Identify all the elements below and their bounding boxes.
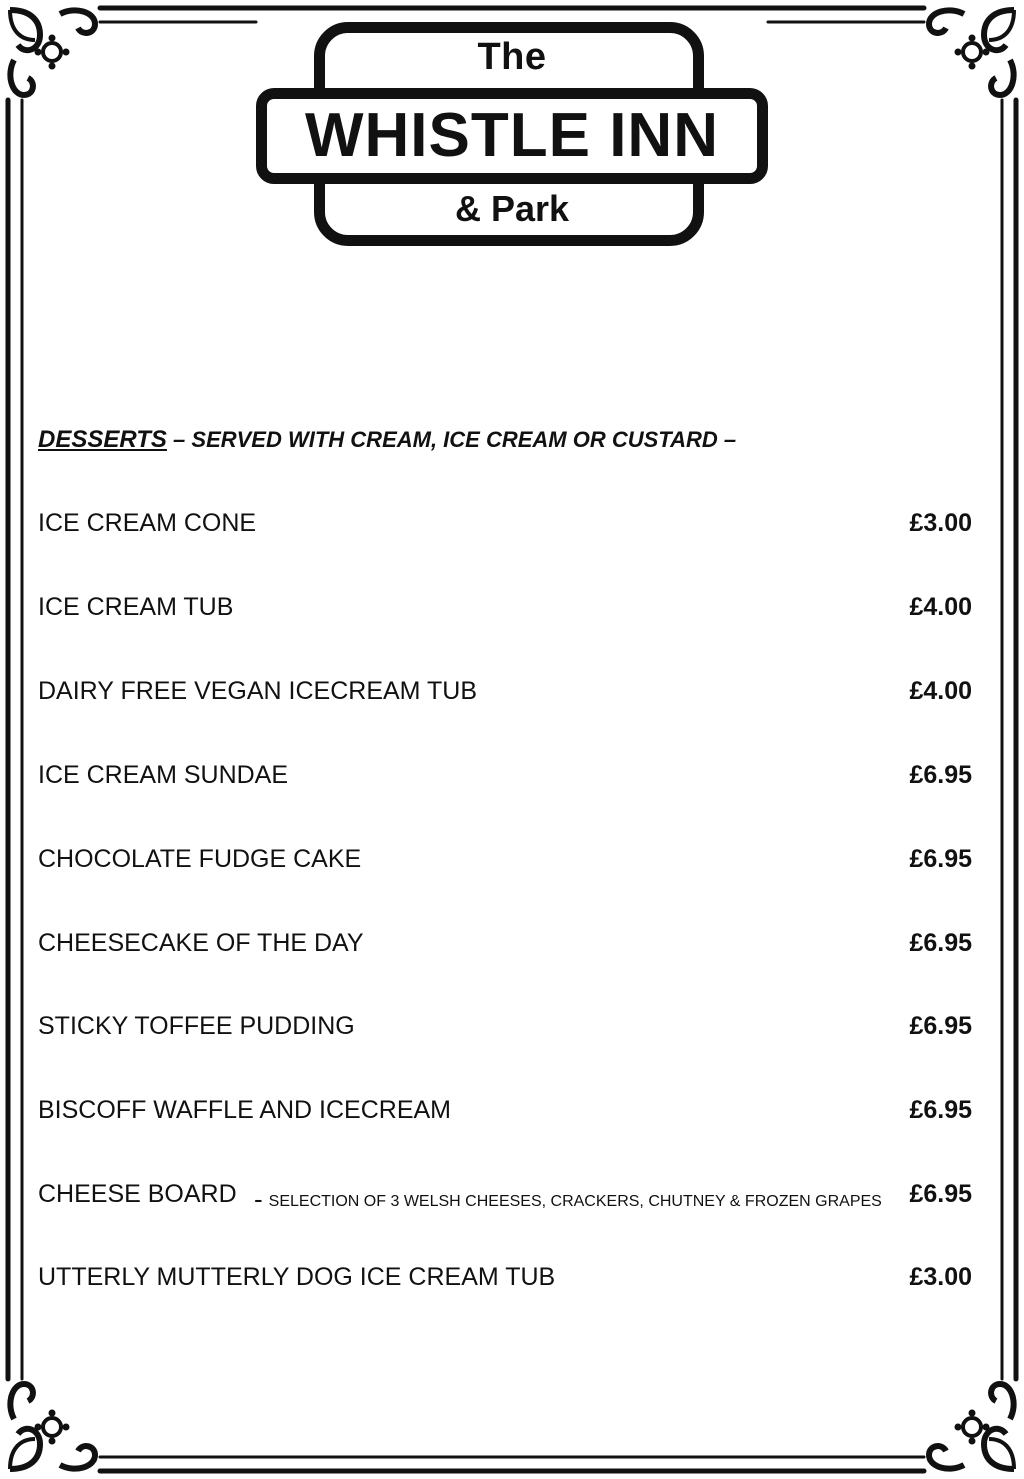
menu-item-biscoff-waffle <box>38 1096 972 1136</box>
heading-subtitle: – SERVED WITH CREAM, ICE CREAM OR CUSTARD – <box>166 427 737 452</box>
logo-park-text: & Park <box>454 188 570 229</box>
menu-item-ice-cream-cone <box>38 509 972 549</box>
item-price: £4.00 <box>909 677 972 705</box>
logo-the-text: The <box>477 36 547 78</box>
item-description <box>254 1182 882 1213</box>
item-price: £6.95 <box>909 845 972 873</box>
item-price: £6.95 <box>909 761 972 789</box>
logo-name-text: WHISTLE INN <box>305 101 719 170</box>
menu-item-cheesecake <box>38 929 972 969</box>
heading-title: DESSERTS <box>38 426 167 453</box>
menu-item-cheese-board <box>38 1180 972 1220</box>
menu-item-ice-cream-sundae <box>38 761 972 801</box>
item-price: £6.95 <box>909 1096 972 1124</box>
note-dash: - <box>254 1184 263 1214</box>
menu-item-vegan-icecream-tub <box>38 677 972 717</box>
item-price: £3.00 <box>909 509 972 537</box>
menu-item-chocolate-fudge-cake <box>38 845 972 885</box>
menu-item-ice-cream-tub <box>38 593 972 633</box>
menu-item-sticky-toffee-pudding <box>38 1012 972 1052</box>
item-name: ICE CREAM CONE <box>38 509 257 537</box>
item-name: UTTERLY MUTTERLY DOG ICE CREAM TUB <box>38 1263 556 1291</box>
item-name: CHOCOLATE FUDGE CAKE <box>38 845 362 873</box>
item-name: ICE CREAM TUB <box>38 593 234 621</box>
section-heading <box>38 426 736 454</box>
item-name: STICKY TOFFEE PUDDING <box>38 1012 355 1040</box>
menu-item-dog-ice-cream-tub <box>38 1263 972 1303</box>
item-name: BISCOFF WAFFLE AND ICECREAM <box>38 1096 452 1124</box>
item-name: ICE CREAM SUNDAE <box>38 761 289 789</box>
item-name: CHEESECAKE OF THE DAY <box>38 929 364 957</box>
item-price: £3.00 <box>909 1263 972 1291</box>
item-price: £4.00 <box>909 593 972 621</box>
whistle-inn-logo <box>256 22 768 250</box>
item-note-text: SELECTION OF 3 WELSH CHEESES, CRACKERS, CHUTNEY & FROZEN GRAPES <box>268 1193 882 1210</box>
item-name: CHEESE BOARD <box>38 1180 237 1208</box>
item-price: £6.95 <box>909 1012 972 1040</box>
item-name: DAIRY FREE VEGAN ICECREAM TUB <box>38 677 477 705</box>
item-price: £6.95 <box>909 929 972 957</box>
item-price: £6.95 <box>909 1180 972 1208</box>
